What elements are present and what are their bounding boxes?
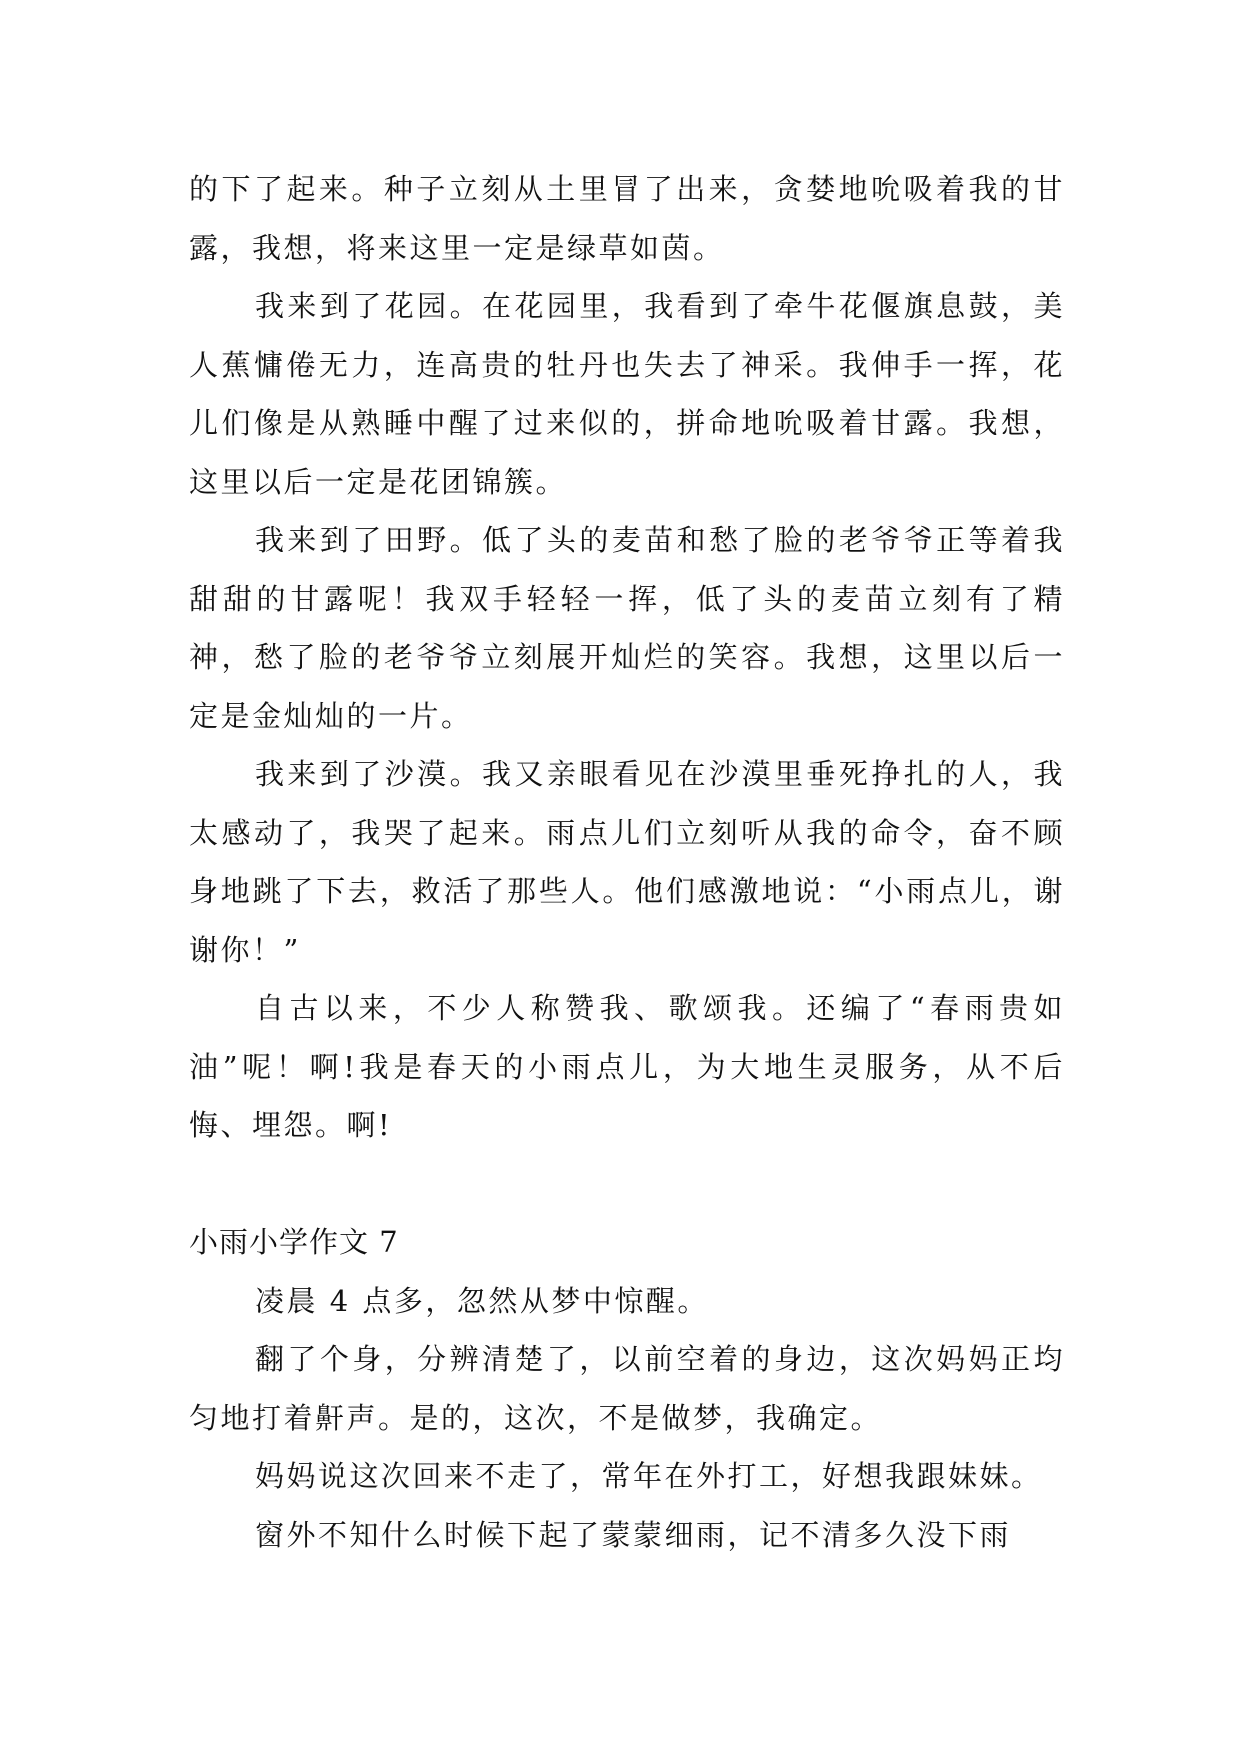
paragraph-7: 翻了个身，分辨清楚了，以前空着的身边，这次妈妈正均匀地打着鼾声。是的，这次，不是做梦，我确定。 [189,1342,1065,1435]
document-page [189,160,1065,1564]
paragraph-9: 窗外不知什么时候下起了蒙蒙细雨，记不清多久没下雨 [255,1517,1012,1552]
section-spacer [189,1155,1065,1214]
paragraph-6: 凌晨 4 点多，忽然从梦中惊醒。 [255,1283,709,1318]
paragraph-5: 自古以来，不少人称赞我、歌颂我。还编了“春雨贵如油”呢！啊!我是春天的小雨点儿，为大地生灵服务，从不后悔、埋怨。啊! [189,991,1065,1142]
paragraph-3: 我来到了田野。低了头的麦苗和愁了脸的老爷爷正等着我甜甜的甘露呢！我双手轻轻一挥，低了头的麦苗立刻有了精神，愁了脸的老爷爷立刻展开灿烂的笑容。我想，这里以后一定是金灿灿的一片。 [189,523,1065,733]
paragraph-4: 我来到了沙漠。我又亲眼看见在沙漠里垂死挣扎的人，我太感动了，我哭了起来。雨点儿们立刻听从我的命令，奋不顾身地跳了下去，救活了那些人。他们感激地说：“小雨点儿，谢谢你！” [189,757,1065,967]
paragraph-2: 我来到了花园。在花园里，我看到了牵牛花偃旗息鼓，美人蕉慵倦无力，连高贵的牡丹也失去了神采。我伸手一挥，花儿们像是从熟睡中醒了过来似的，拼命地吮吸着甘露。我想，这里以后一定是花团锦簇。 [189,289,1065,499]
paragraph-1: 的下了起来。种子立刻从土里冒了出来，贪婪地吮吸着我的甘露，我想，将来这里一定是绿草如茵。 [189,172,1065,265]
section-title: 小雨小学作文 7 [189,1225,399,1259]
paragraph-8: 妈妈说这次回来不走了，常年在外打工，好想我跟妹妹。 [255,1459,1043,1493]
